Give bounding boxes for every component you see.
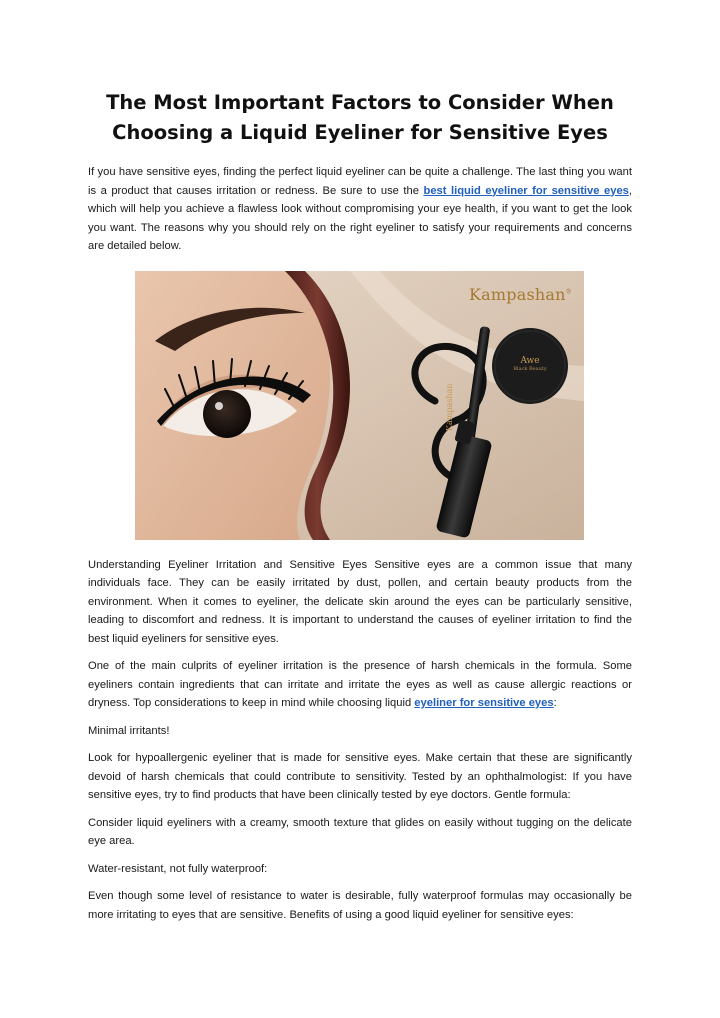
title-line-2: Choosing a Liquid Eyeliner for Sensitive Eyes [112,121,608,144]
paragraph-texture: Consider liquid eyeliners with a creamy, smooth texture that glides on easily without tugging on the delicate eye area. [88,816,632,847]
paragraph-benefits: Even though some level of resistance to water is desirable, fully waterproof formulas may occasionally be more irritating to eyes that are sensitive. Benefits of using a good liquid eyeliner for sensitive eyes: [88,890,632,921]
eyeliner-product-image [135,271,584,540]
pen-brand-label: Kampashan [445,383,454,431]
badge-subtitle: Black Beauty [513,365,547,372]
culprits-text-after: : [553,697,557,709]
paragraph-water-resistant: Water-resistant, not fully waterproof: [88,862,268,875]
eyeliner-illustration [135,271,584,540]
paragraph-understanding: Understanding Eyeliner Irritation and Sensitive Eyes Sensitive eyes are a common issue that many individuals face. They can be easily irritated by dust, pollen, and certain beauty products from the environment. When it comes to eyeliner, the delicate skin around the eyes can be particularly sensitive, leading to discomfort and redness. It is important to understand the causes of eyeliner irritation to find the best liquid eyeliners for sensitive eyes. [88,558,632,645]
brand-logo: Kampashan® [469,284,572,304]
paragraph-hypoallergenic: Look for hypoallergenic eyeliner that is made for sensitive eyes. Make certain that these are significantly devoid of harsh chemicals that could contribute to sensitivity. Tested by an ophthalmologist: If you have sensitive eyes, try to find products that have been clinically tested by eye doctors. Gentle formula: [88,752,632,801]
paragraph-culprits [88,657,632,713]
badge-title: Awe [520,355,540,366]
product-badge [495,357,565,373]
title-line-1: The Most Important Factors to Consider When [106,91,614,114]
document-page [88,88,632,924]
page-title [88,88,632,148]
intro-text-before: If you have sensitive eyes, finding the perfect liquid eyeliner can be quite a challenge. The last thing you want is a product that causes irritation or redness. Be sure to use the [88,166,632,197]
intro-text-after: , which will help you achieve a flawless look without compromising your eye health, if you want to get the look you want. The reasons why you should rely on the right eyeliner to satisfy your requirements and concerns are detailed below. [88,184,632,252]
paragraph-minimal-irritants: Minimal irritants! [88,724,170,737]
culprits-text-before: One of the main culprits of eyeliner irritation is the presence of harsh chemicals in the formula. Some eyeliners contain ingredients that can irritate and irritate the eyes as well as cause allergic reactions or dryness. Top considerations to keep in mind while choosing liquid [88,660,632,709]
best-liquid-eyeliner-link[interactable]: best liquid eyeliner for sensitive eyes [423,184,629,197]
eyeliner-sensitive-eyes-link[interactable]: eyeliner for sensitive eyes [414,697,554,709]
intro-paragraph [88,163,632,256]
